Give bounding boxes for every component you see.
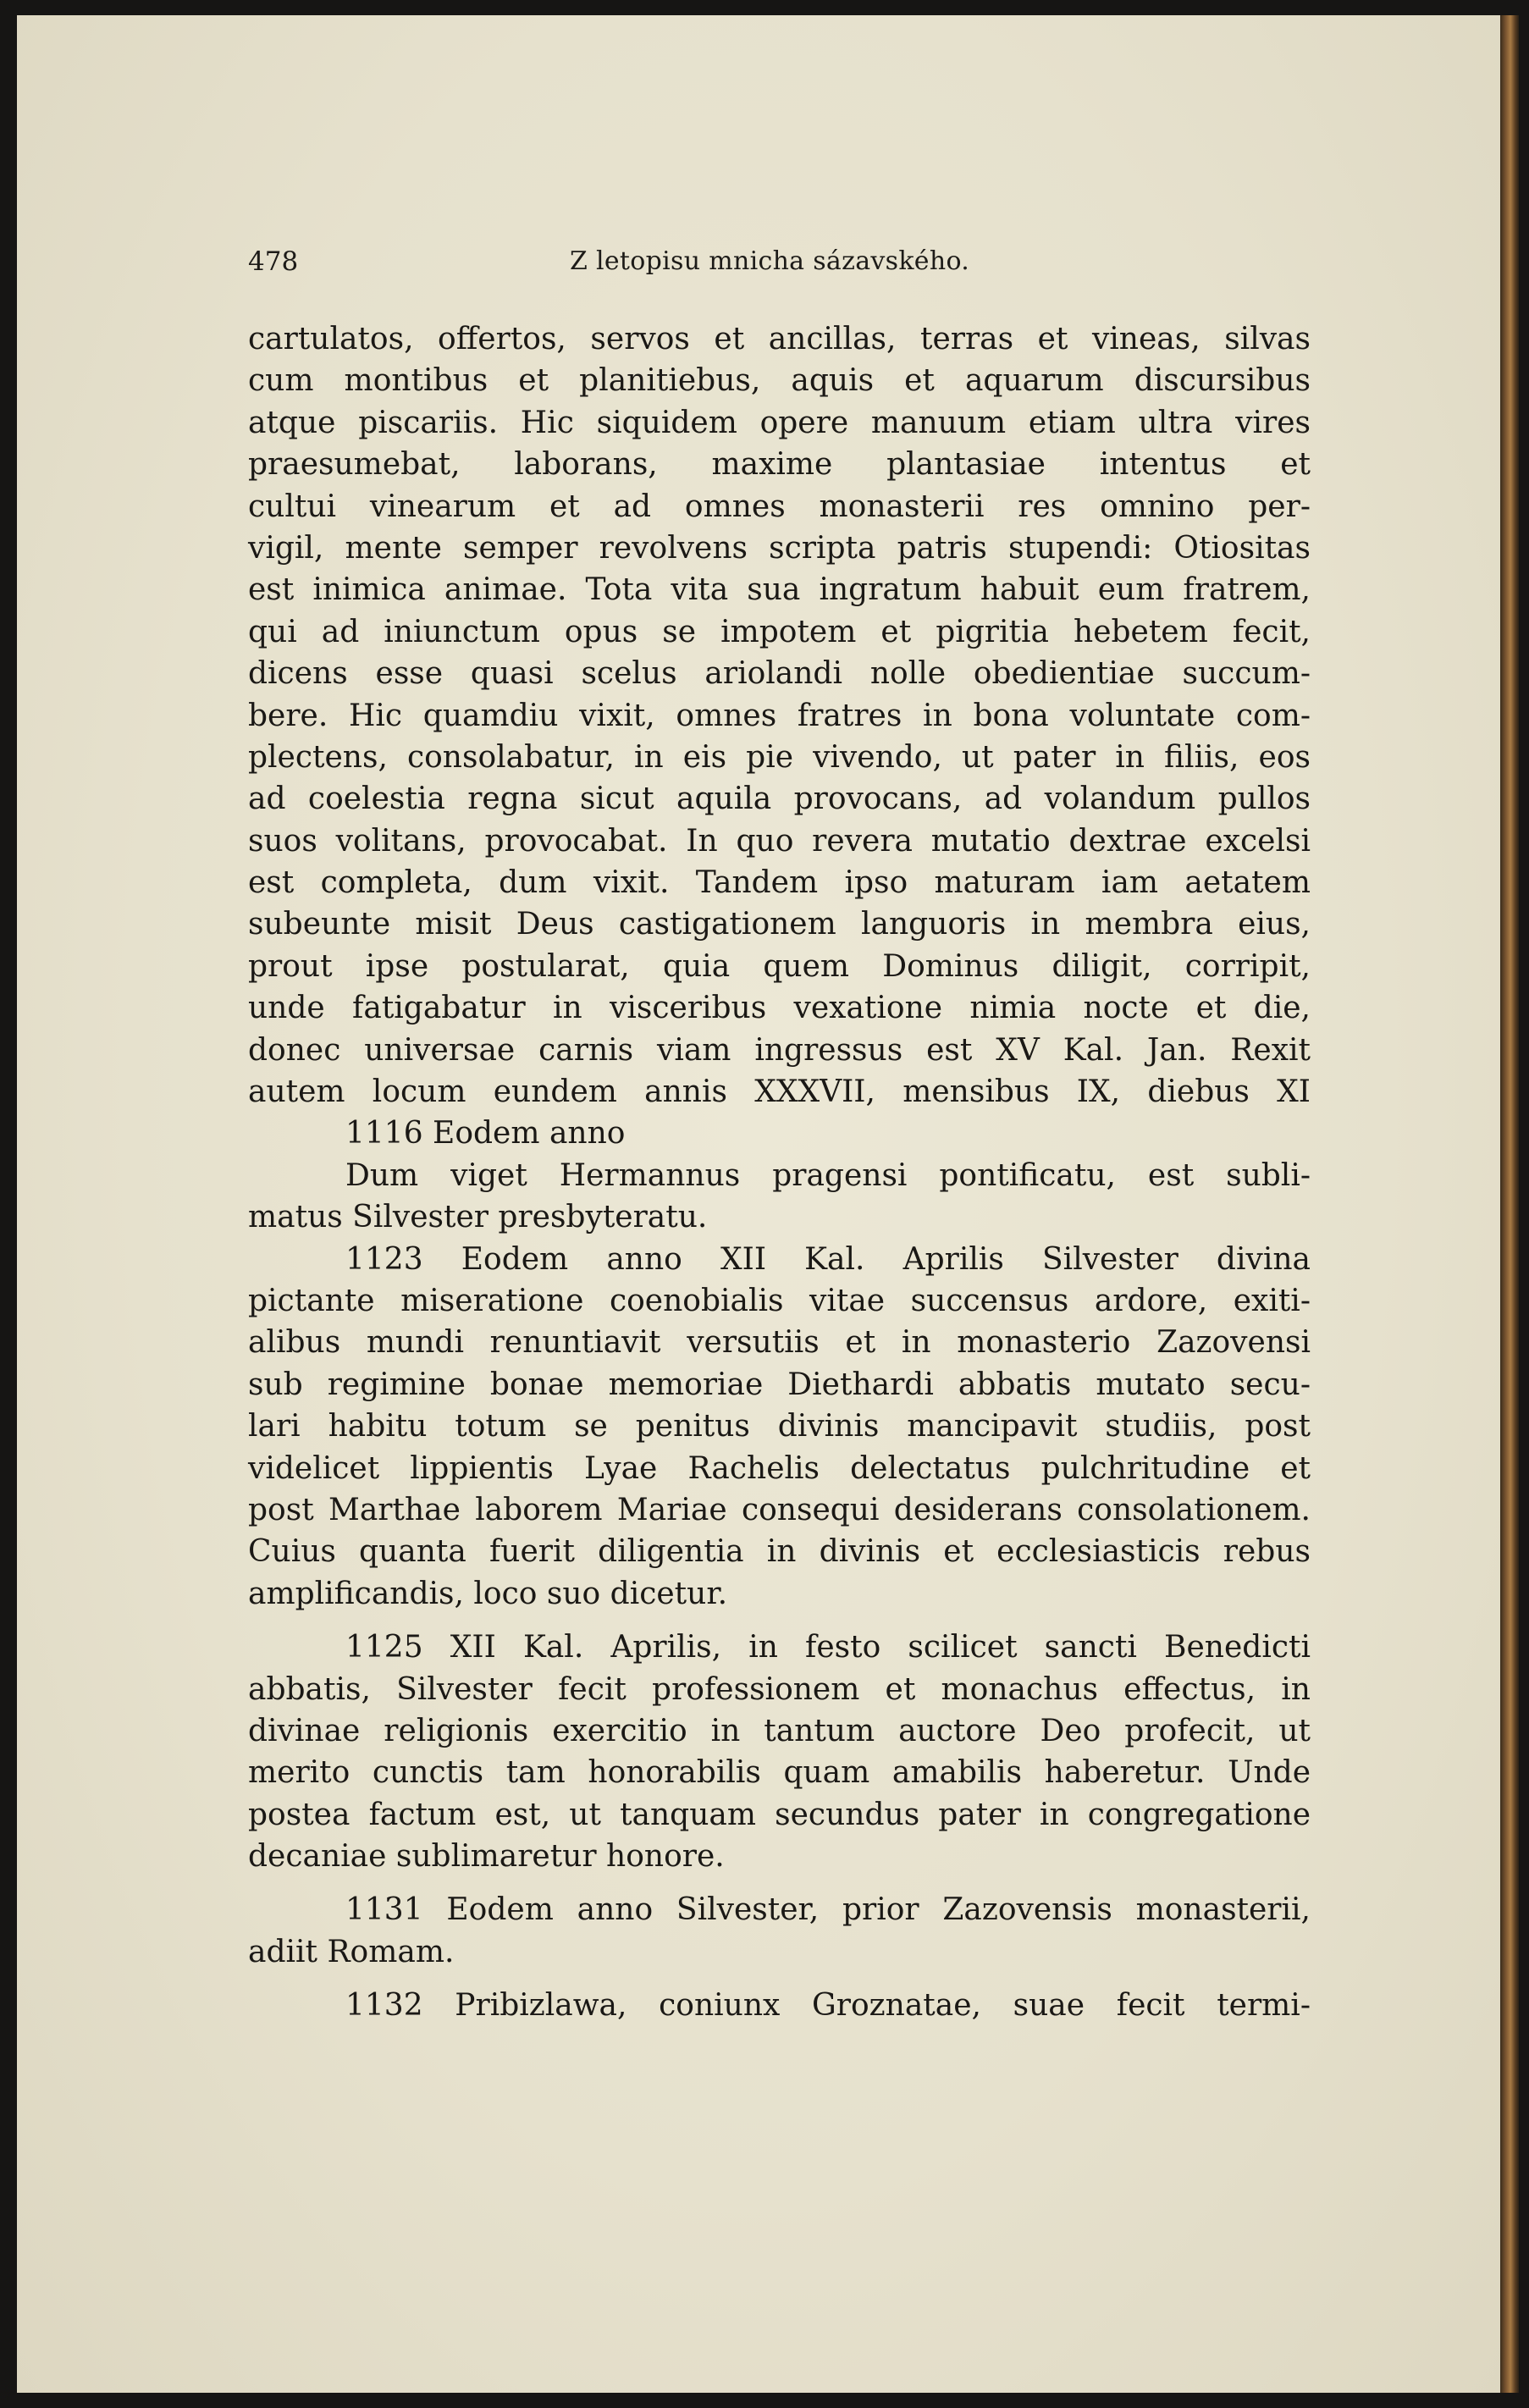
text-line: ad coelestia regna sicut aquila provocans, ad volandum pullos — [248, 781, 1311, 817]
text-line: adiit Romam. — [248, 1934, 455, 1969]
year-entry-1125: 1125 XII Kal. Aprilis, in festo scilicet sancti Benedicti — [345, 1630, 1311, 1665]
text-line: est completa, dum vixit. Tandem ipso maturam iam aetatem — [248, 865, 1311, 901]
text-line: postea factum est, ut tanquam secundus pater in congregatione — [248, 1797, 1311, 1832]
year-entry-1123: 1123 Eodem anno XII Kal. Aprilis Silvester divina — [345, 1241, 1311, 1277]
text-line: cartulatos, offertos, servos et ancillas, terras et vineas, silvas — [248, 322, 1311, 356]
text-line: est inimica animae. Tota vita sua ingratum habuit eum fratrem, — [248, 572, 1311, 608]
year-entry-1116: 1116 Eodem anno — [345, 1116, 626, 1152]
text-line: divinae religionis exercitio in tantum auctore Deo profecit, ut — [248, 1713, 1311, 1748]
text-line: cum montibus et planitiebus, aquis et aquarum discursibus — [248, 363, 1311, 399]
book-spine-edge — [1500, 15, 1519, 2393]
running-head: Z letopisu mnicha sázavského. — [570, 246, 970, 276]
text-line: pictante miseratione coenobialis vitae succensus ardore, exiti- — [248, 1283, 1311, 1318]
text-line: dicens esse quasi scelus ariolandi nolle obedientiae succum- — [248, 656, 1311, 692]
text-line: amplificandis, loco suo dicetur. — [248, 1576, 728, 1611]
text-line: vigil, mente semper revolvens scripta patris stupendi: Otiositas — [248, 530, 1311, 566]
body-text — [248, 318, 1311, 2027]
text-line: Dum viget Hermannus pragensi pontificatu, est subli- — [345, 1157, 1311, 1193]
year-entry-1132: 1132 Pribizlawa, coniunx Groznatae, suae fecit termi- — [345, 1988, 1311, 2024]
text-line: merito cunctis tam honorabilis quam amabilis haberetur. Unde — [248, 1755, 1311, 1791]
page-header — [248, 246, 1311, 284]
text-line: atque piscariis. Hic siquidem opere manuum etiam ultra vires — [248, 405, 1311, 440]
paragraph-gap — [248, 1973, 1311, 1985]
text-line: Cuius quanta fuerit diligentia in divinis et ecclesiasticis rebus — [248, 1534, 1311, 1570]
text-line: sub regimine bonae memoriae Diethardi abbatis mutato secu- — [248, 1367, 1311, 1402]
paragraph-gap — [248, 1877, 1311, 1889]
text-line: bere. Hic quamdiu vixit, omnes fratres in bona voluntate com- — [248, 698, 1311, 733]
text-line: subeunte misit Deus castigationem languoris in membra eius, — [248, 907, 1311, 942]
text-line: matus Silvester presbyteratu. — [248, 1200, 708, 1235]
year-entry-1131: 1131 Eodem anno Silvester, prior Zazovensis monasterii, — [345, 1892, 1311, 1928]
text-line: prout ipse postularat, quia quem Dominus diligit, corripit, — [248, 948, 1311, 984]
text-line: praesumebat, laborans, maxime plantasiae intentus et — [248, 447, 1311, 483]
page-number: 478 — [248, 246, 299, 277]
text-line: decaniae sublimaretur honore. — [248, 1839, 725, 1875]
text-line: plectens, consolabatur, in eis pie vivendo, ut pater in filiis, eos — [248, 739, 1311, 775]
text-line: suos volitans, provocabat. In quo revera mutatio dextrae excelsi — [248, 823, 1311, 859]
text-line: videlicet lippientis Lyae Rachelis delectatus pulchritudine et — [248, 1450, 1311, 1486]
text-line: qui ad iniunctum opus se impotem et pigritia hebetem fecit, — [248, 614, 1311, 649]
text-line: unde fatigabatur in visceribus vexatione nimia nocte et die, — [248, 991, 1311, 1026]
text-line: donec universae carnis viam ingressus est XV Kal. Jan. Rexit — [248, 1032, 1311, 1068]
text-line: lari habitu totum se penitus divinis mancipavit studiis, post — [248, 1409, 1311, 1444]
text-line: autem locum eundem annis XXXVII, mensibus IX, diebus XI — [248, 1074, 1311, 1110]
text-line: post Marthae laborem Mariae consequi desiderans consolationem. — [248, 1492, 1311, 1527]
text-line: cultui vinearum et ad omnes monasterii res omnino per- — [248, 489, 1311, 524]
text-line: alibus mundi renuntiavit versutiis et in monasterio Zazovensi — [248, 1325, 1311, 1361]
text-line: abbatis, Silvester fecit professionem et monachus effectus, in — [248, 1671, 1311, 1707]
paragraph-gap — [248, 1615, 1311, 1627]
